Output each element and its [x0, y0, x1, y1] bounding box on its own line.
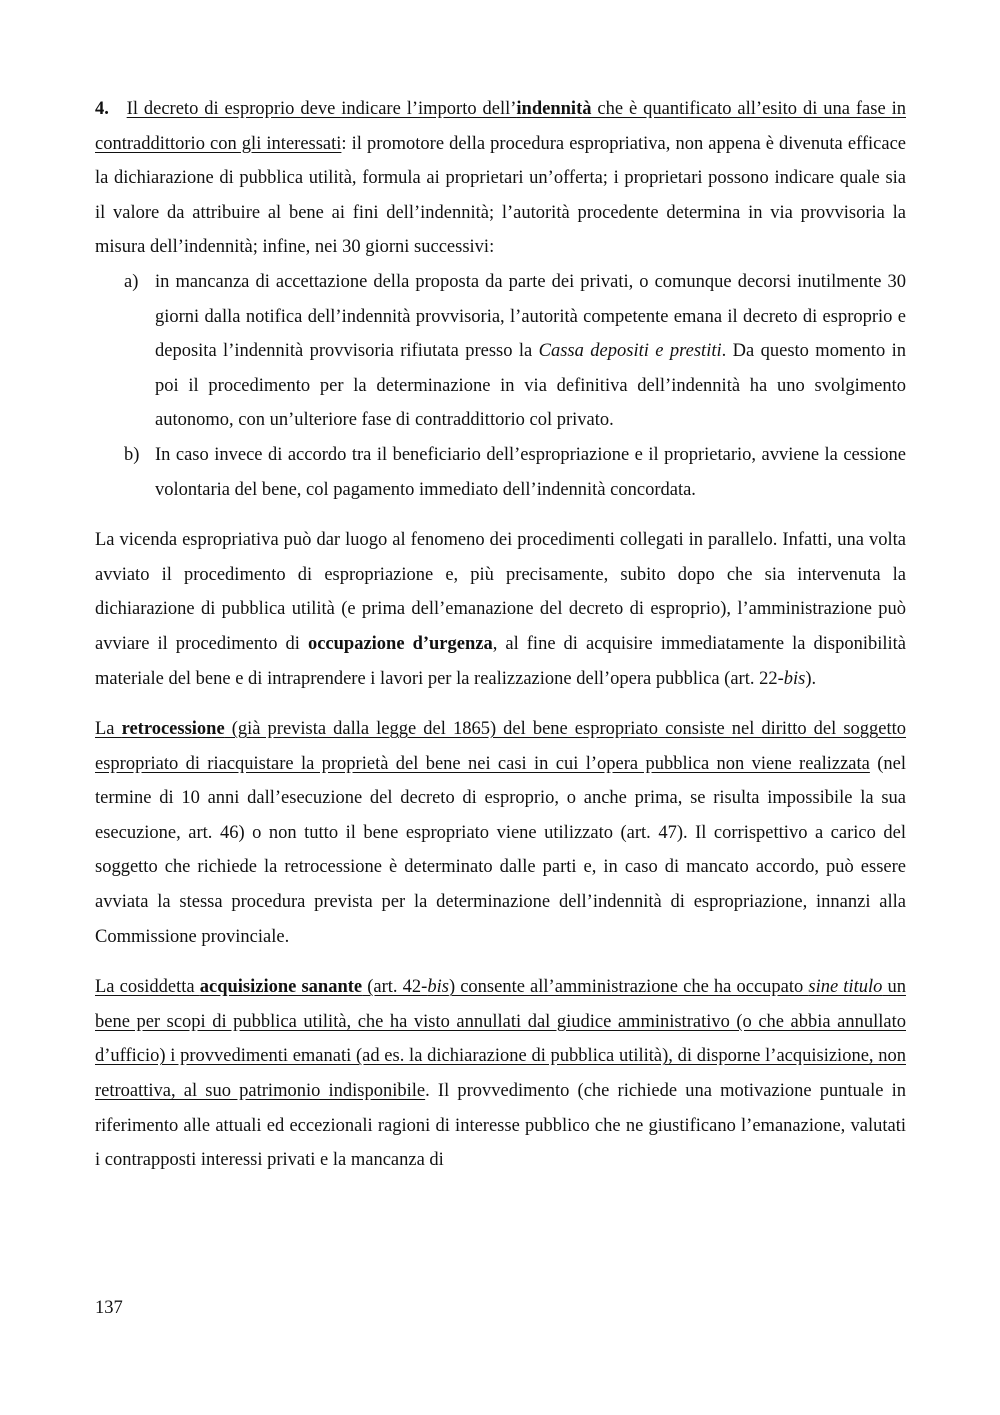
alpha-list	[95, 265, 906, 507]
section-4-lead-underlined: Il decreto di esproprio deve indicare l’importo dell’indennità che è quantificato all’esito di una fase in contraddittorio con gli interessati	[95, 99, 906, 154]
list-marker-b: b)	[124, 444, 140, 465]
retrocessione-paragraph: La retrocessione (già prevista dalla legge del 1865) del bene espropriato consiste nel diritto del soggetto espropriato di riacquistare la proprietà del bene nei casi in cui l’opera pubblica non viene realizzata (nel termine di 10 anni dall’esecuzione del decreto di esproprio, o anche prima, se risulta impossibile la sua esecuzione, art. 46) o non tutto il bene espropriato viene utilizzato (art. 47). Il corrispettivo a carico del soggetto che richiede la retrocessione è determinato dalle parti e, in caso di mancato accordo, può essere avviata la stessa procedura prevista per la determinazione dell’indennità di espropriazione, innanzi alla Commissione provinciale.	[95, 719, 907, 947]
list-item-b: b) In caso invece di accordo tra il beneficiario dell’espropriazione e il proprietario, avviene la cessione volontaria del bene, col pagamento immediato dell’indennità concordata.	[95, 438, 906, 507]
cassa-depositi-italic: Cassa depositi e prestiti	[538, 341, 722, 362]
list-item-a: a) in mancanza di accettazione della proposta da parte dei privati, o comunque decorsi inutilmente 30 giorni dalla notifica dell’indennità provvisoria, l’autorità competente emana il decreto di esproprio e deposita l’indennità provvisoria rifiutata presso la Cassa depositi e prestiti. Da questo momento in poi il procedimento per la determinazione in via definitiva dell’indennità ha uno svolgimento autonomo, con un’ulteriore fase di contraddittorio col privato.	[95, 265, 906, 438]
retrocessione-underlined: La retrocessione (già prevista dalla legge del 1865) del bene espropriato consiste nel diritto del soggetto espropriato di riacquistare la proprietà del bene nei casi in cui l’opera pubblica non viene realizzata	[95, 719, 907, 774]
page-number: 137	[95, 1298, 123, 1318]
section-number: 4.	[95, 99, 109, 119]
list-marker-a: a)	[124, 271, 139, 292]
term-retrocessione: retrocessione	[121, 719, 225, 740]
page-content	[95, 92, 906, 1178]
term-acquisizione-sanante: acquisizione sanante	[199, 977, 363, 998]
acquisizione-paragraph: La cosiddetta acquisizione sanante (art. 42-bis) consente all’amministrazione che ha occupato sine titulo un bene per scopi di pubblica utilità, che ha visto annullati dal giudice amministrativo (o che abbia annullato d’ufficio) i provvedimenti emanati (ad es. la dichiarazione di pubblica utilità), di disporne l’acquisizione, non retroattiva, al suo patrimonio indisponibile. Il provvedimento (che richiede una motivazione puntuale in riferimento alle attuali ed eccezionali ragioni di interesse pubblico che ne giustificano l’emanazione, valutati i contrapposti interessi privati e la mancanza di	[95, 977, 906, 1171]
section-4-paragraph: 4. Il decreto di esproprio deve indicare l’importo dell’indennità che è quantificato all’esito di una fase in contraddittorio con gli interessati: il promotore della procedura espropriativa, non appena è divenuta efficace la dichiarazione di pubblica utilità, formula ai proprietari un’offerta; i proprietari possono indicare quale sia il valore da attribuire al bene ai fini dell’indennità; l’autorità procedente determina in via provvisoria la misura dell’indennità; infine, nei 30 giorni successivi:	[95, 99, 906, 258]
vicenda-paragraph: La vicenda espropriativa può dar luogo al fenomeno dei procedimenti collegati in parallelo. Infatti, una volta avviato il procedimento di espropriazione e, più precisamente, subito dopo che sia intervenuta la dichiarazione di pubblica utilità (e prima dell’emanazione del decreto di esproprio), l’amministrazione può avviare il procedimento di occupazione d’urgenza, al fine di acquisire immediatamente la disponibilità materiale del bene e di intraprendere i lavori per la realizzazione dell’opera pubblica (art. 22-bis).	[95, 530, 906, 689]
term-indennita: indennità	[516, 99, 592, 119]
acquisizione-underlined: La cosiddetta acquisizione sanante (art. 42-bis) consente all’amministrazione che ha occupato sine titulo un bene per scopi di pubblica utilità, che ha visto annullati dal giudice amministrativo (o che abbia annullato d’ufficio) i provvedimenti emanati (ad es. la dichiarazione di pubblica utilità), di disporne l’acquisizione, non retroattiva, al suo patrimonio indisponibile	[95, 977, 906, 1102]
term-occupazione-urgenza: occupazione d’urgenza	[307, 633, 493, 654]
